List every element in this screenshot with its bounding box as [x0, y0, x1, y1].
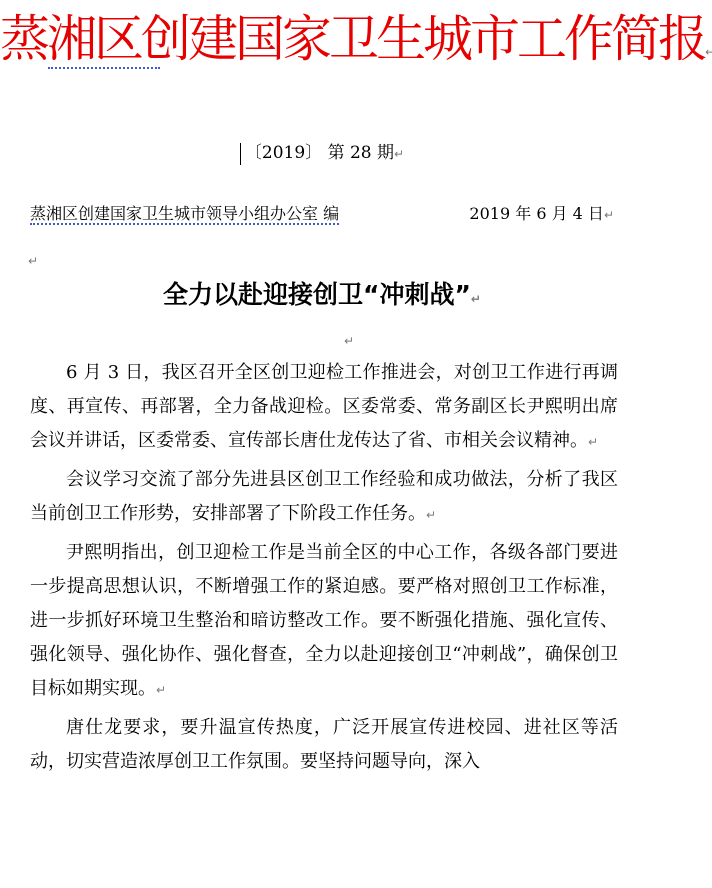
issue-number-line — [0, 140, 644, 167]
editor-office-text: 蒸湘区创建国家卫生城市领导小组办公室 编 — [30, 204, 340, 223]
body-paragraph: 唐仕龙要求，要升温宣传热度，广泛开展宣传进校园、进社区等活动，切实营造浓厚创卫工作氛围。要坚持问题导向，深入 — [30, 717, 618, 772]
paragraph-mark-icon: ↵ — [28, 254, 39, 268]
body-paragraph: 尹熙明指出，创卫迎检工作是当前全区的中心工作，各级各部门要进一步提高思想认识，不断增强工作的紧迫感。要严格对照创卫工作标准，进一步抓好环境卫生整治和暗访整改工作。要不断强化措施、强化宣传、强化领导、强化协作、强化督查，全力以赴迎接创卫“冲刺战”，确保创卫目标如期实现。↵ — [30, 542, 618, 699]
paragraph-mark-icon: ↵ — [603, 208, 614, 222]
paragraph-mark-icon: ↵ — [156, 683, 167, 697]
publish-date-text: 2019 年 6 月 4 日 — [469, 204, 604, 223]
text-cursor-icon — [240, 143, 241, 165]
paragraph-mark-icon: ↵ — [394, 147, 405, 161]
article-headline — [0, 275, 644, 319]
publish-date — [469, 201, 614, 228]
paragraph-mark-icon: ↵ — [470, 292, 481, 306]
paragraph-mark-icon: ↵ — [705, 45, 712, 59]
spellcheck-underline — [48, 64, 160, 69]
body-paragraph: 6 月 3 日，我区召开全区创卫迎检工作推进会，对创卫工作进行再调度、再宣传、再部署，全力备战迎检。区委常委、常务副区长尹熙明出席会议并讲话，区委常委、宣传部长唐仕龙传达了省、市相关会议精神。↵ — [30, 362, 618, 451]
editor-office — [30, 201, 339, 227]
masthead-text: 蒸湘区创建国家卫生城市工作简报 — [0, 10, 705, 68]
paragraph-mark-icon: ↵ — [426, 508, 437, 522]
paragraph-mark-icon: ↵ — [588, 435, 599, 449]
issue-number: 〔2019〕 第 28 期 — [244, 143, 395, 163]
masthead-title — [0, 6, 712, 85]
body-paragraph: 会议学习交流了部分先进县区创卫工作经验和成功做法，分析了我区当前创卫工作形势，安排部署了下阶段工作任务。↵ — [30, 469, 618, 524]
article-body — [30, 356, 618, 783]
paragraph-mark-icon: ↵ — [344, 334, 355, 348]
headline-text: 全力以赴迎接创卫“冲刺战” — [163, 280, 471, 309]
